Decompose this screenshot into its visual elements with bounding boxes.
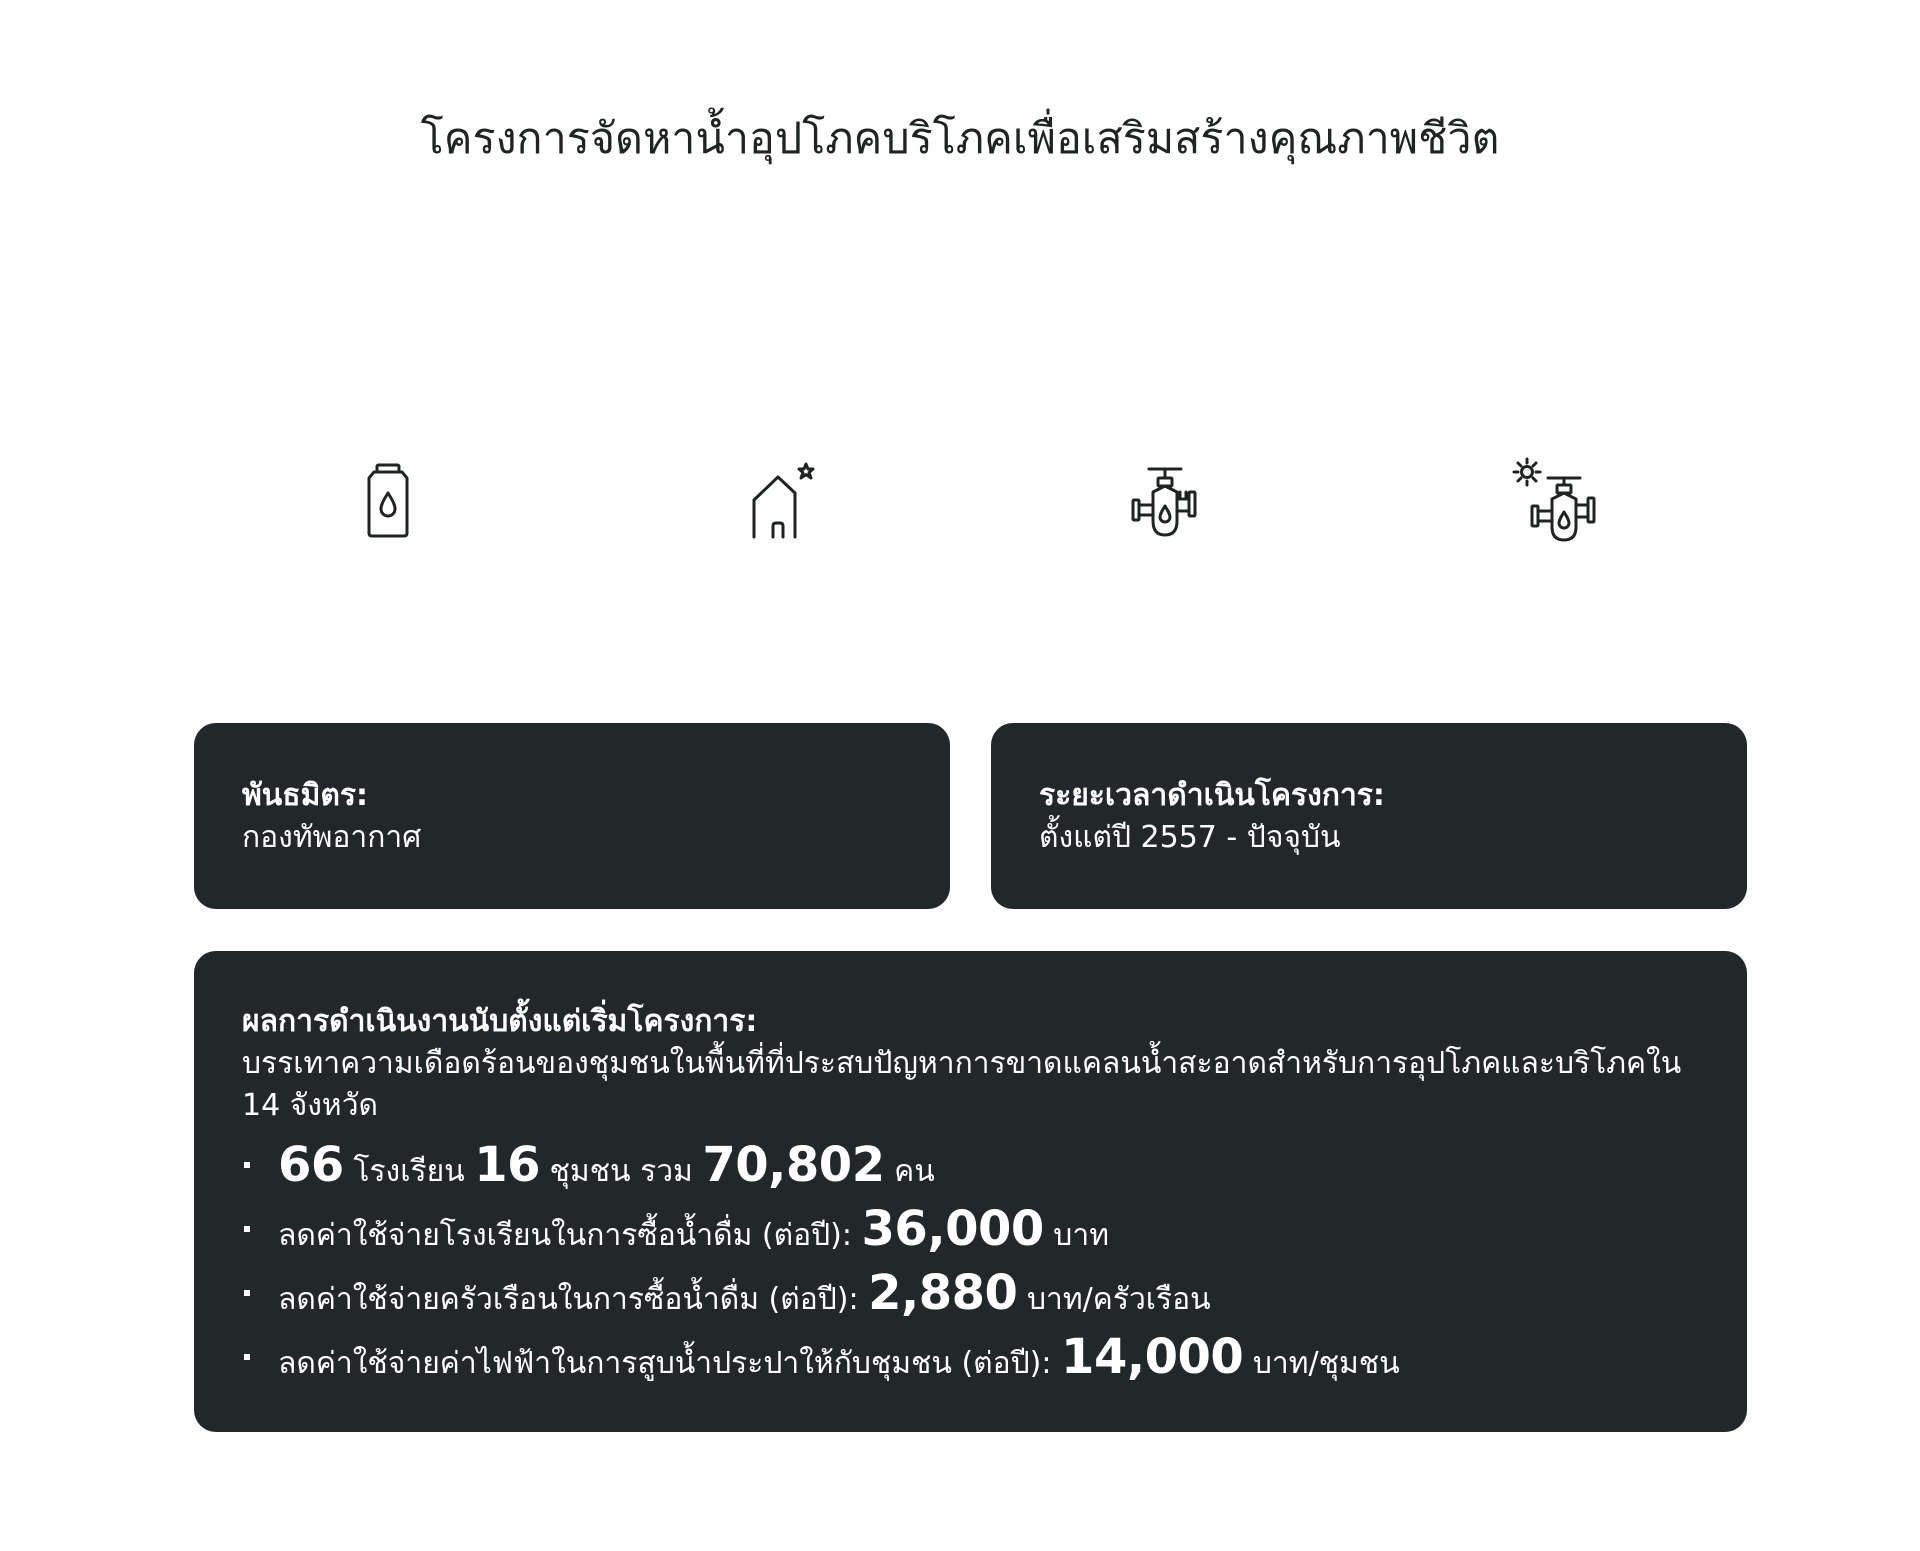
bullet [244, 1226, 250, 1232]
icon-row [0, 455, 1920, 545]
list-item-electricity-savings [242, 1325, 1699, 1389]
electricity-savings-value: 14,000 [1061, 1329, 1244, 1385]
household-savings-text: ลดค่าใช้จ่ายครัวเรือนในการซื้อน้ำดื่ม (ต่อปี): [278, 1282, 869, 1317]
water-bottle-icon [338, 455, 438, 545]
list-item-beneficiaries [242, 1133, 1699, 1197]
results-label: ผลการดำเนินงานนับตั้งแต่เริ่มโครงการ: [242, 1004, 758, 1039]
results-description: บรรเทาความเดือดร้อนของชุมชนในพื้นที่ที่ประสบปัญหาการขาดแคลนน้ำสะอาดสำหรับการอุปโภคและบริโภคใน 14 จังหวัด [242, 1046, 1682, 1123]
schools-count: 66 [278, 1137, 344, 1193]
communities-count: 16 [474, 1137, 540, 1193]
household-savings-value: 2,880 [868, 1265, 1018, 1321]
electricity-savings-unit: บาท/ชุมชน [1243, 1346, 1400, 1381]
results-card [194, 951, 1747, 1432]
school-savings-unit: บาท [1043, 1218, 1109, 1253]
school-savings-value: 36,000 [861, 1201, 1044, 1257]
partner-card [194, 723, 950, 909]
people-label: คน [884, 1154, 935, 1189]
bullet [244, 1162, 250, 1168]
schools-label: โรงเรียน [343, 1154, 475, 1189]
bullet [244, 1354, 250, 1360]
period-value: ตั้งแต่ปี 2557 - ปัจจุบัน [1039, 820, 1341, 855]
partner-label: พันธมิตร: [242, 778, 368, 813]
house-icon [727, 455, 827, 545]
list-item-school-savings [242, 1197, 1699, 1261]
household-savings-unit: บาท/ครัวเรือน [1017, 1282, 1211, 1317]
period-label: ระยะเวลาดำเนินโครงการ: [1039, 778, 1385, 813]
water-valve-icon [1115, 455, 1215, 545]
people-count: 70,802 [702, 1137, 885, 1193]
page-title: โครงการจัดหาน้ำอุปโภคบริโภคเพื่อเสริมสร้างคุณภาพชีวิต [420, 113, 1500, 164]
solar-water-valve-icon [1510, 455, 1610, 545]
results-list [242, 1133, 1699, 1389]
bullet [244, 1290, 250, 1296]
electricity-savings-text: ลดค่าใช้จ่ายค่าไฟฟ้าในการสูบน้ำประปาให้กับชุมชน (ต่อปี): [278, 1346, 1062, 1381]
partner-value: กองทัพอากาศ [242, 820, 422, 855]
list-item-household-savings [242, 1261, 1699, 1325]
period-card [991, 723, 1747, 909]
school-savings-text: ลดค่าใช้จ่ายโรงเรียนในการซื้อน้ำดื่ม (ต่อปี): [278, 1218, 862, 1253]
communities-label: ชุมชน รวม [540, 1154, 703, 1189]
